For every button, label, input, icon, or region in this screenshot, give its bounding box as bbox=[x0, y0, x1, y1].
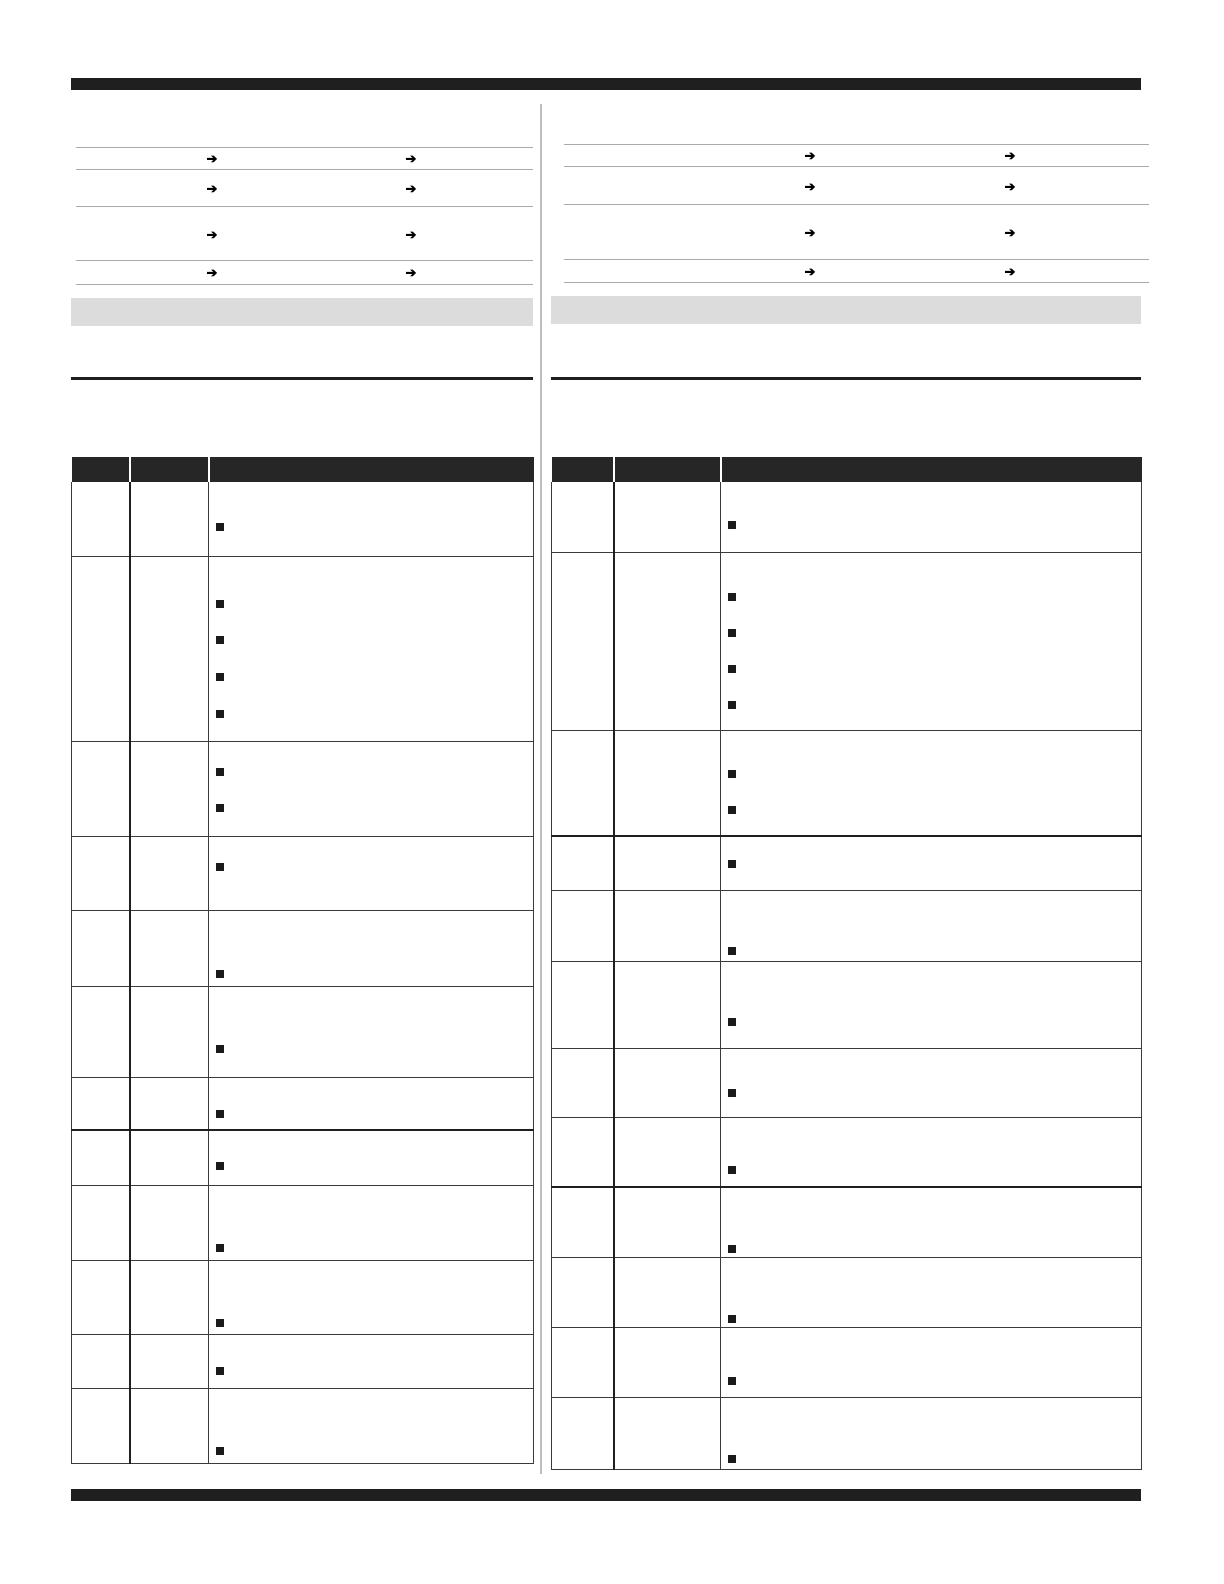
square-bullet-icon bbox=[728, 1315, 736, 1323]
flow-rule bbox=[564, 166, 1149, 167]
table-row bbox=[552, 836, 1142, 890]
square-bullet-icon bbox=[216, 1319, 224, 1327]
flow-rule bbox=[76, 260, 533, 261]
square-bullet-icon bbox=[216, 1447, 224, 1455]
square-bullet-icon bbox=[728, 1455, 736, 1463]
section-rule bbox=[551, 377, 1141, 380]
column-header bbox=[614, 457, 721, 482]
table-row bbox=[552, 1048, 1142, 1117]
square-bullet-icon bbox=[728, 1018, 736, 1026]
table-row bbox=[72, 1260, 534, 1334]
table-header-row bbox=[552, 457, 1142, 482]
right-arrow-icon: ➔ bbox=[804, 148, 816, 163]
square-bullet-icon bbox=[728, 665, 736, 673]
table-row bbox=[552, 961, 1142, 1048]
table-row bbox=[552, 890, 1142, 961]
table-header-row bbox=[72, 457, 534, 482]
square-bullet-icon bbox=[728, 947, 736, 955]
right-arrow-icon: ➔ bbox=[804, 264, 816, 279]
square-bullet-icon bbox=[216, 1244, 224, 1252]
square-bullet-icon bbox=[728, 1166, 736, 1174]
square-bullet-icon bbox=[216, 673, 224, 681]
square-bullet-icon bbox=[728, 1089, 736, 1097]
table-row bbox=[72, 1130, 534, 1185]
table-row bbox=[552, 730, 1142, 836]
table-row bbox=[72, 482, 534, 556]
right-arrow-icon: ➔ bbox=[206, 265, 218, 280]
table-row bbox=[72, 1388, 534, 1463]
right-arrow-icon: ➔ bbox=[1004, 225, 1016, 240]
table-row bbox=[72, 1334, 534, 1388]
table-row bbox=[72, 1077, 534, 1130]
right-arrow-icon: ➔ bbox=[804, 179, 816, 194]
square-bullet-icon bbox=[216, 1367, 224, 1375]
square-bullet-icon bbox=[728, 521, 736, 529]
square-bullet-icon bbox=[728, 1245, 736, 1253]
square-bullet-icon bbox=[728, 806, 736, 814]
table-row bbox=[552, 482, 1142, 552]
table-row bbox=[72, 836, 534, 910]
column-header bbox=[130, 457, 209, 482]
square-bullet-icon bbox=[216, 523, 224, 531]
flow-rule bbox=[564, 259, 1149, 260]
column-divider bbox=[540, 104, 542, 1474]
right-arrow-icon: ➔ bbox=[206, 151, 218, 166]
table-row bbox=[72, 910, 534, 986]
square-bullet-icon bbox=[216, 1110, 224, 1118]
square-bullet-icon bbox=[728, 1377, 736, 1385]
data-table-left bbox=[71, 457, 534, 1464]
square-bullet-icon bbox=[216, 863, 224, 871]
flow-rule bbox=[76, 169, 533, 170]
table-row bbox=[552, 1397, 1142, 1469]
flow-rule bbox=[76, 206, 533, 207]
table-row bbox=[72, 741, 534, 836]
data-table-right bbox=[551, 457, 1142, 1470]
column-header bbox=[209, 457, 534, 482]
right-arrow-icon: ➔ bbox=[1004, 148, 1016, 163]
square-bullet-icon bbox=[216, 636, 224, 644]
square-bullet-icon bbox=[728, 629, 736, 637]
right-arrow-icon: ➔ bbox=[405, 181, 417, 196]
shaded-band bbox=[71, 298, 533, 326]
square-bullet-icon bbox=[216, 970, 224, 978]
section-rule bbox=[71, 377, 533, 380]
square-bullet-icon bbox=[216, 804, 224, 812]
table-row bbox=[72, 556, 534, 741]
bottom-page-bar bbox=[71, 1489, 1141, 1501]
table-row bbox=[72, 1185, 534, 1260]
flow-rule bbox=[76, 147, 533, 148]
right-arrow-icon: ➔ bbox=[405, 151, 417, 166]
table-row bbox=[552, 1327, 1142, 1397]
square-bullet-icon bbox=[216, 768, 224, 776]
table-row bbox=[552, 1117, 1142, 1187]
square-bullet-icon bbox=[728, 770, 736, 778]
flow-rule bbox=[76, 284, 533, 285]
square-bullet-icon bbox=[216, 1045, 224, 1053]
right-arrow-icon: ➔ bbox=[206, 227, 218, 242]
table-row bbox=[552, 552, 1142, 730]
right-arrow-icon: ➔ bbox=[206, 181, 218, 196]
right-arrow-icon: ➔ bbox=[405, 265, 417, 280]
column-header bbox=[552, 457, 614, 482]
flow-rule bbox=[564, 282, 1149, 283]
right-arrow-icon: ➔ bbox=[405, 227, 417, 242]
flow-rule bbox=[564, 204, 1149, 205]
square-bullet-icon bbox=[216, 710, 224, 718]
top-page-bar bbox=[71, 78, 1141, 90]
table-row bbox=[72, 986, 534, 1077]
flow-rule bbox=[564, 144, 1149, 145]
right-arrow-icon: ➔ bbox=[1004, 179, 1016, 194]
right-arrow-icon: ➔ bbox=[804, 225, 816, 240]
square-bullet-icon bbox=[216, 1162, 224, 1170]
square-bullet-icon bbox=[728, 860, 736, 868]
table-row bbox=[552, 1257, 1142, 1327]
column-header bbox=[72, 457, 130, 482]
square-bullet-icon bbox=[728, 701, 736, 709]
square-bullet-icon bbox=[216, 600, 224, 608]
table-row bbox=[552, 1187, 1142, 1257]
shaded-band bbox=[551, 296, 1141, 324]
right-arrow-icon: ➔ bbox=[1004, 264, 1016, 279]
column-header bbox=[721, 457, 1142, 482]
square-bullet-icon bbox=[728, 593, 736, 601]
